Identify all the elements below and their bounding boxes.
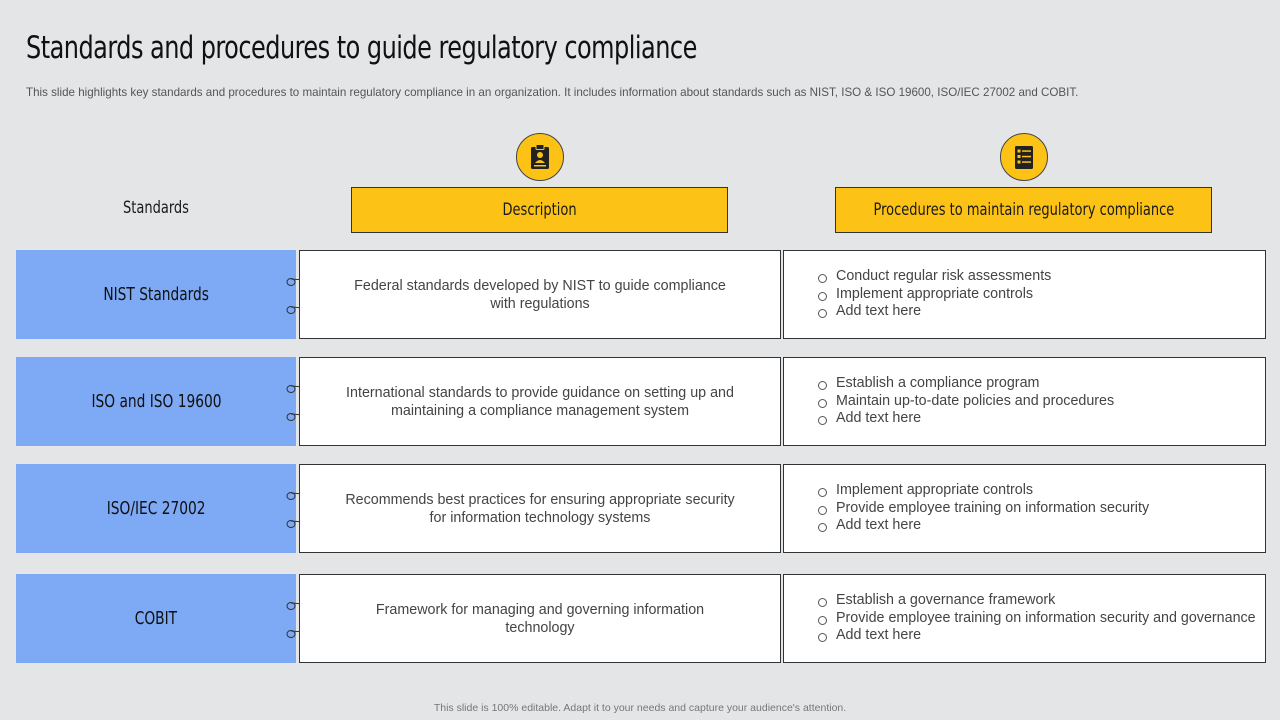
list-item: Implement appropriate controls [836,482,1149,500]
description-header: Description [351,187,728,233]
procedures-cell [783,464,1266,553]
table-row [16,464,1266,553]
list-item: Provide employee training on information security and governance [836,609,1256,626]
table-row [16,574,1266,663]
procedures-cell [783,250,1266,339]
standards-header: Standards [123,198,189,218]
footer-note: This slide is 100% editable. Adapt it to your needs and capture your audience's attention. [433,702,847,714]
list-item: Establish a governance framework [836,592,1256,610]
description-cell: Federal standards developed by NIST to guide compliance with regulations [299,250,781,339]
standard-cell: ISO/IEC 27002 [16,464,296,553]
description-cell: International standards to provide guidance on setting up and maintaining a compliance management system [299,357,781,446]
slide-subtitle: This slide highlights key standards and procedures to maintain regulatory compliance in an organization. It includes information about standards such as NIST, ISO & ISO 19600, ISO/IEC 27002 and COBIT. [26,86,1079,99]
list-item: Conduct regular risk assessments [836,268,1052,285]
procedures-cell [783,357,1266,446]
procedures-cell [783,574,1266,663]
checklist-icon [1000,133,1048,181]
list-item: Provide employee training on information security [836,499,1150,516]
table-row [16,357,1266,446]
clipboard-user-icon [516,133,564,181]
list-item: Establish a compliance program [836,375,1114,393]
standard-cell: ISO and ISO 19600 [16,357,296,446]
list-item: Add text here [836,303,1051,321]
standard-cell: NIST Standards [16,250,296,339]
procedures-header: Procedures to maintain regulatory compliance [835,187,1212,233]
list-item: Add text here [836,627,1256,645]
list-item: Maintain up-to-date policies and procedures [836,392,1115,409]
list-item: Add text here [836,410,1114,428]
list-item: Implement appropriate controls [836,286,1051,304]
list-item: Add text here [836,517,1149,535]
description-cell: Framework for managing and governing information technology [299,574,781,663]
description-cell: Recommends best practices for ensuring appropriate security for information technology systems [299,464,781,553]
standard-cell: COBIT [16,574,296,663]
slide-title: Standards and procedures to guide regulatory compliance [26,30,697,66]
table-row [16,250,1266,339]
